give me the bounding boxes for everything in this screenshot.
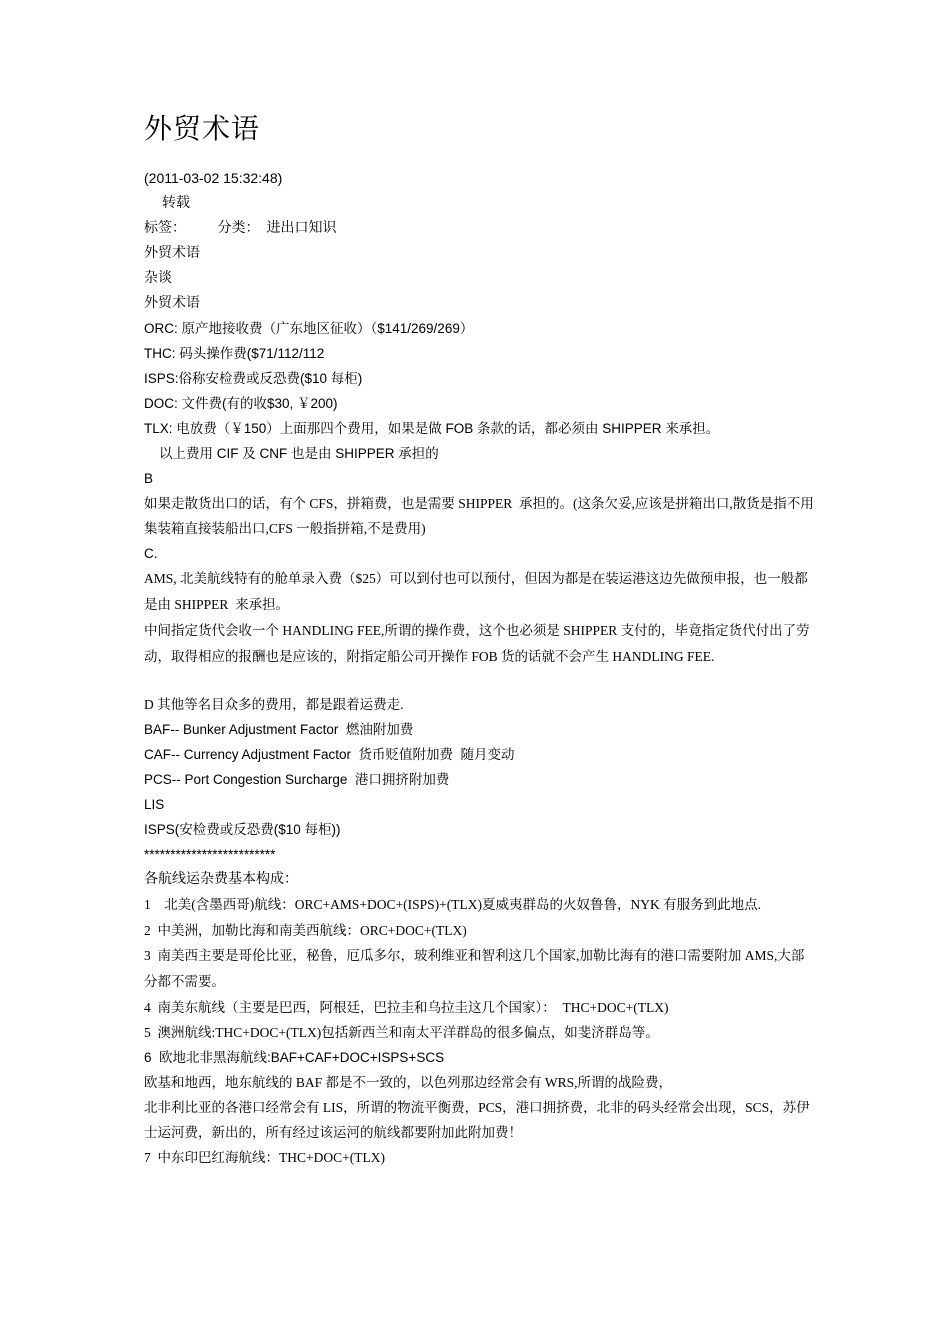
text-line: 6 欧地北非黑海航线:BAF+CAF+DOC+ISPS+SCS [144, 1050, 445, 1065]
text-line: 7 中东印巴红海航线：THC+DOC+(TLX) [144, 1150, 385, 1165]
text-line: THC: 码头操作费($71/112/112 [144, 346, 325, 361]
separator-line: ************************* [144, 847, 276, 862]
document-title: 外贸术语 [144, 114, 261, 145]
text-line: PCS-- Port Congestion Surcharge 港口拥挤附加费 [144, 772, 450, 787]
text-line: AMS, 北美航线特有的舱单录入费（$25）可以到付也可以预付，但因为都是在装运港这边先做预申报，也一般都是由 SHIPPER 来承担。 [144, 571, 808, 612]
text-line: 外贸术语 [144, 296, 200, 311]
text-line: C. [144, 546, 158, 561]
text-line: B [144, 471, 154, 486]
text-line: 3 南美西主要是哥伦比亚，秘鲁，厄瓜多尔，玻利维亚和智利这几个国家,加勒比海有的港口需要附加 AMS,大部分都不需要。 [144, 948, 805, 989]
text-line: 如果走散货出口的话，有个 CFS，拼箱费，也是需要 SHIPPER 承担的。(这条欠妥,应该是拼箱出口,散货是指不用集装箱直接装船出口,CFS 一般指拼箱,不是费用) [144, 496, 814, 536]
text-line: TLX: 电放费（￥150）上面那四个费用，如果是做 FOB 条款的话，都必须由 SHIPPER 来承担。 [144, 421, 720, 436]
tags-line: 标签： 分类： 进出口知识 [144, 221, 337, 236]
text-line: 北非利比亚的各港口经常会有 LIS，所谓的物流平衡费，PCS，港口拥挤费，北非的码头经常会出现，SCS，苏伊士运河费，新出的，所有经过该运河的航线都要附加此附加费！ [144, 1100, 810, 1140]
text-line: 2 中美洲，加勒比海和南美西航线：ORC+DOC+(TLX) [144, 923, 467, 938]
text-line: 欧基和地西，地东航线的 BAF 都是不一致的，以色列那边经常会有 WRS,所谓的战险费， [144, 1075, 673, 1090]
document-page [144, 110, 814, 1170]
text-line: BAF-- Bunker Adjustment Factor 燃油附加费 [144, 722, 414, 737]
text-line: ISPS:俗称安检费或反恐费($10 每柜) [144, 371, 363, 386]
text-line: LIS [144, 797, 165, 812]
text-line: CAF-- Currency Adjustment Factor 货币贬值附加费 随月变动 [144, 747, 515, 762]
text-line: 外贸术语 [144, 246, 200, 261]
blank-line [144, 670, 814, 692]
text-line: 1 北美(含墨西哥)航线：ORC+AMS+DOC+(ISPS)+(TLX)夏威夷群岛的火奴鲁鲁，NYK 有服务到此地点. [144, 897, 761, 912]
text-line: 各航线运杂费基本构成： [144, 872, 298, 887]
text-line: ORC: 原产地接收费（广东地区征收）（$141/269/269） [144, 321, 474, 336]
text-line: 以上费用 CIF 及 CNF 也是由 SHIPPER 承担的 [144, 446, 439, 461]
text-line: 4 南美东航线（主要是巴西，阿根廷，巴拉圭和乌拉圭这几个国家）： THC+DOC+(TLX) [144, 1000, 669, 1015]
text-line: 杂谈 [144, 271, 172, 286]
document-date: (2011-03-02 15:32:48) [144, 170, 283, 186]
repost-label: 转载 [162, 196, 190, 211]
text-line: DOC: 文件费(有的收$30, ￥200) [144, 396, 338, 411]
text-line: 中间指定货代会收一个 HANDLING FEE,所谓的操作费，这个也必须是 SHIPPER 支付的，毕竟指定货代付出了劳动，取得相应的报酬也是应该的，附指定船公司开操作 FOB 货的话就不会产生 HANDLING FEE. [144, 623, 810, 664]
text-line: 5 澳洲航线:THC+DOC+(TLX)包括新西兰和南太平洋群岛的很多偏点，如斐济群岛等。 [144, 1025, 659, 1040]
text-line: ISPS(安检费或反恐费($10 每柜)) [144, 822, 341, 837]
text-line: D 其他等名目众多的费用，都是跟着运费走. [144, 697, 404, 712]
